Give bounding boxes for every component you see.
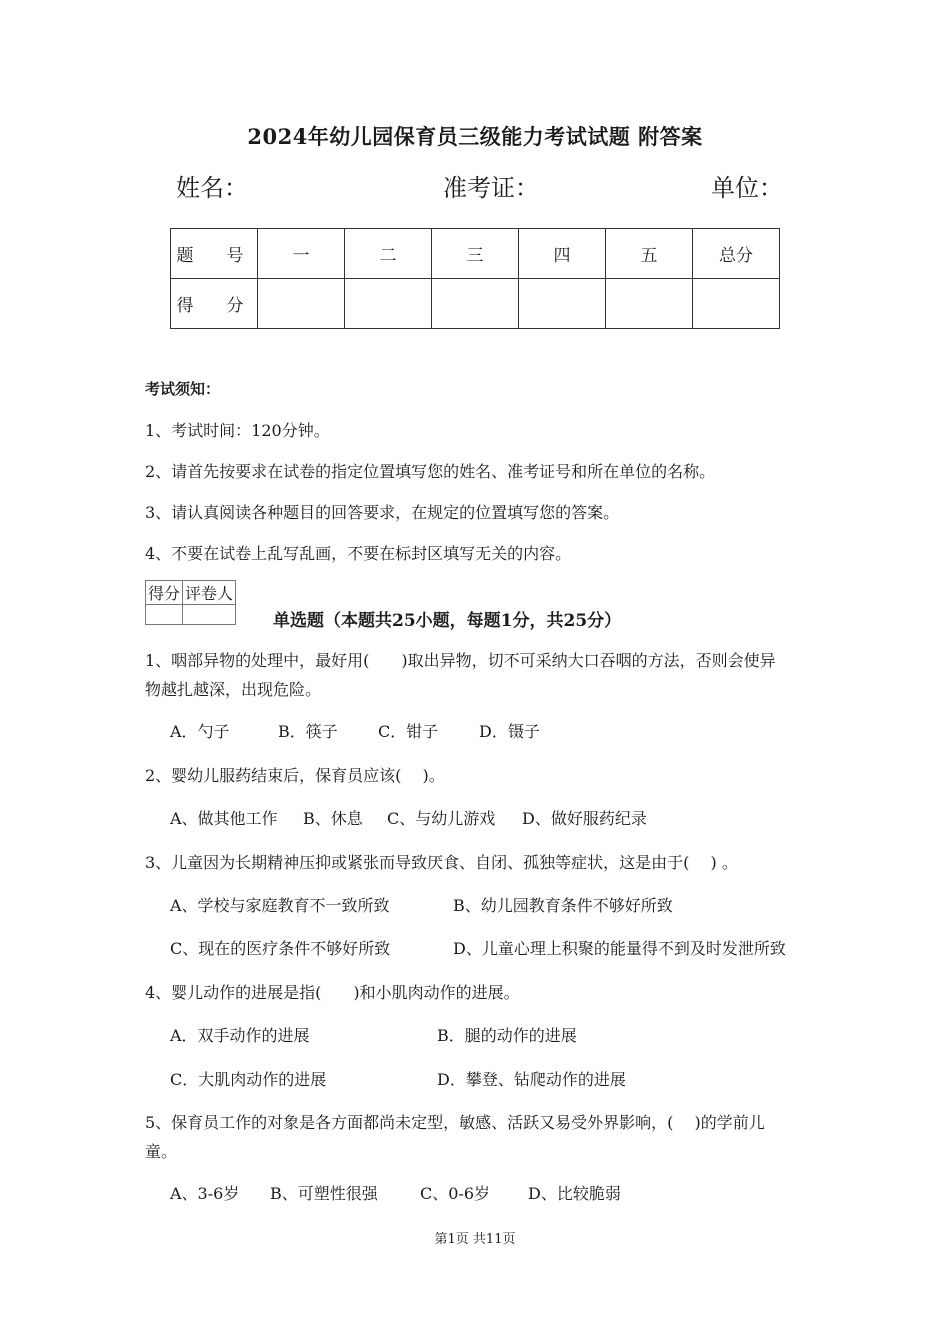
score-header-cell: 三: [432, 229, 519, 279]
page-title: 2024年幼儿园保育员三级能力考试试题 附答案: [247, 124, 703, 149]
option: A、做其他工作: [170, 809, 278, 828]
score-header-cell: 总分: [693, 229, 780, 279]
option: D．攀登、钻爬动作的进展: [437, 1070, 626, 1089]
score-row-label: 得 分: [171, 279, 258, 329]
option: A、学校与家庭教育不一致所致: [170, 896, 390, 915]
unit-label: 单位：: [711, 174, 783, 202]
grader-score-cell[interactable]: [146, 605, 183, 625]
option: B、可塑性很强: [270, 1184, 378, 1203]
notice-item: 4、不要在试卷上乱写乱画，不要在标封区填写无关的内容。: [145, 544, 572, 563]
question-text: 3、儿童因为长期精神压抑或紧张而导致厌食、自闭、孤独等症状，这是由于( ) 。: [145, 853, 738, 872]
score-cell[interactable]: [606, 279, 693, 329]
grader-score-label: 得分: [146, 581, 183, 605]
score-cell[interactable]: [258, 279, 345, 329]
question-text: 4、婴儿动作的进展是指( )和小肌肉动作的进展。: [145, 983, 520, 1002]
question-text: 1、咽部异物的处理中，最好用( )取出异物，切不可采纳大口吞咽的方法，否则会使异: [145, 651, 776, 670]
score-cell[interactable]: [345, 279, 432, 329]
grader-reviewer-label: 评卷人: [183, 581, 236, 605]
option: C．钳子: [378, 722, 439, 741]
grader-reviewer-cell[interactable]: [183, 605, 236, 625]
option: A．双手动作的进展: [170, 1026, 310, 1045]
option: B、休息: [303, 809, 363, 828]
notice-item: 3、请认真阅读各种题目的回答要求，在规定的位置填写您的答案。: [145, 503, 620, 522]
notice-item: 2、请首先按要求在试卷的指定位置填写您的姓名、准考证号和所在单位的名称。: [145, 462, 716, 481]
question-text: 物越扎越深，出现危险。: [145, 680, 322, 699]
score-table-header-row: [171, 229, 780, 279]
score-header-cell: 五: [606, 229, 693, 279]
question-text: 2、婴幼儿服药结束后，保育员应该( )。: [145, 766, 445, 785]
option: A．勺子: [170, 722, 230, 741]
notice-heading: 考试须知：: [145, 380, 221, 398]
option: B、幼儿园教育条件不够好所致: [453, 896, 673, 915]
option: B．筷子: [278, 722, 338, 741]
score-header-cell: 题 号: [171, 229, 258, 279]
page-footer: 第1页 共11页: [434, 1232, 516, 1247]
notice-item: 1、考试时间：120分钟。: [145, 421, 330, 440]
score-cell[interactable]: [519, 279, 606, 329]
score-header-cell: 四: [519, 229, 606, 279]
question-text: 童。: [145, 1142, 178, 1161]
option: C、与幼儿游戏: [387, 809, 496, 828]
option: A、3-6岁: [170, 1184, 240, 1203]
grader-box: [145, 580, 236, 625]
option: B．腿的动作的进展: [437, 1026, 577, 1045]
score-table-score-row: [171, 279, 780, 329]
section-title: 单选题（本题共25小题，每题1分，共25分）: [273, 611, 622, 631]
exam-id-label: 准考证：: [443, 174, 539, 202]
score-cell[interactable]: [432, 279, 519, 329]
option: C．大肌肉动作的进展: [170, 1070, 327, 1089]
score-cell[interactable]: [693, 279, 780, 329]
option: C、现在的医疗条件不够好所致: [170, 939, 391, 958]
option: D．镊子: [479, 722, 540, 741]
score-table: [170, 228, 780, 329]
score-header-cell: 二: [345, 229, 432, 279]
option: C、0-6岁: [420, 1184, 491, 1203]
name-label: 姓名：: [176, 174, 248, 202]
option: D、做好服药纪录: [522, 809, 647, 828]
question-text: 5、保育员工作的对象是各方面都尚未定型，敏感、活跃又易受外界影响，( )的学前儿: [145, 1113, 765, 1132]
score-header-cell: 一: [258, 229, 345, 279]
option: D、儿童心理上积聚的能量得不到及时发泄所致: [453, 939, 786, 958]
option: D、比较脆弱: [528, 1184, 621, 1203]
